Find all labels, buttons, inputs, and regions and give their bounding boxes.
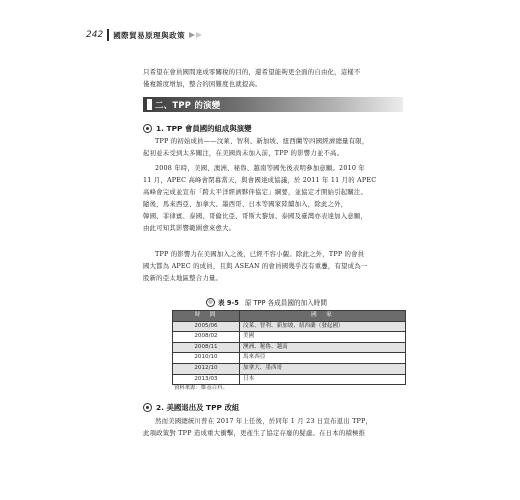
section-title: 二、TPP 的演變 <box>155 99 221 110</box>
subsection-heading <box>143 402 239 413</box>
book-title: 國際貿易原理與政策 <box>113 30 186 40</box>
body-paragraph <box>143 135 401 159</box>
bullet-circle-icon <box>143 403 152 412</box>
page-number: 242 <box>86 30 104 40</box>
cell-date: 2010/10 <box>173 353 240 364</box>
column-header-date: 時 間 <box>173 311 240 322</box>
cell-date: 2013/03 <box>173 374 240 385</box>
cell-date: 2008/02 <box>173 332 240 343</box>
bullet-circle-icon <box>143 124 152 133</box>
section-banner <box>143 97 403 112</box>
paragraph-line: TPP 的初始成員——汶萊、智利、新加坡、紐西蘭等四國經濟總量有限， <box>155 137 369 145</box>
banner-marker <box>147 99 152 110</box>
table-caption-text: 原 TPP 各成員國的加入時間 <box>244 299 327 307</box>
table-label: 表 9-5 <box>218 299 239 307</box>
cell-countries: 加拿大、墨西哥 <box>240 363 406 374</box>
table-row <box>173 353 406 364</box>
cell-countries: 澳洲、秘魯、越南 <box>240 342 406 353</box>
paragraph-line: 由此可知其影響範圍愈來愈大。 <box>143 224 236 232</box>
paragraph-line: 僅複雜度增加，整合的困難度也就提高。 <box>143 80 262 88</box>
table-row <box>173 363 406 374</box>
cell-date: 2005/06 <box>173 321 240 332</box>
triangle-arrow-icon <box>196 32 202 38</box>
paragraph-line: 起初並未受到太多關注，在美國尚未加入前，TPP 的影響力並不高。 <box>143 149 344 157</box>
subsection-heading <box>143 123 252 134</box>
paragraph-line: 此項政策對 TPP 造成重大衝擊，更產生了協定存廢的疑慮。在日本的積極推 <box>143 429 366 437</box>
body-paragraph <box>143 162 401 234</box>
header-divider <box>107 29 109 41</box>
membership-table <box>172 310 406 385</box>
body-paragraph <box>143 415 401 439</box>
subsection-title: 1. TPP 會員國的組成與演變 <box>156 124 252 133</box>
table-row <box>173 332 406 343</box>
column-header-countries: 國 家 <box>240 311 406 322</box>
table-row <box>173 321 406 332</box>
table-badge-icon: ◎ <box>206 298 215 307</box>
paragraph-line: 高峰會完成並宣布「跨太平洋經濟夥伴協定」綱要，並協定才開始引起關注。 <box>143 188 368 196</box>
running-header <box>86 26 203 44</box>
triangle-arrow-icon <box>189 32 195 38</box>
paragraph-line: 只希望在會員國間達成零關稅的目的，還希望能夠更全面的自由化，這樣不 <box>143 68 361 76</box>
cell-countries: 日本 <box>240 374 406 385</box>
table-source: 資料來源：維基百科。 <box>174 385 228 391</box>
table-row <box>173 342 406 353</box>
cell-countries: 美國 <box>240 332 406 343</box>
paragraph-line: 股新的亞太地區整合力量。 <box>143 274 223 282</box>
paragraph-line: TPP 的影響力在美國加入之後，已經不容小覷。除此之外，TPP 的會員 <box>155 250 365 258</box>
table-caption <box>206 297 327 307</box>
cell-date: 2012/10 <box>173 363 240 374</box>
paragraph-line: 國大都為 APEC 的成員，且與 ASEAN 的會員國幾乎沒有重疊，有望成為一 <box>143 262 368 270</box>
paragraph-line: 韓國、菲律賓、泰國、哥倫比亞、哥斯大黎加、泰國及臺灣亦表達加入意願， <box>143 212 368 220</box>
cell-countries: 馬來西亞 <box>240 353 406 364</box>
paragraph-line: 隨後，馬來西亞、加拿大、墨西哥、日本等國家陸續加入，除此之外， <box>143 200 348 208</box>
body-paragraph <box>143 248 401 284</box>
cell-date: 2008/11 <box>173 342 240 353</box>
paragraph-line: 2008 年時，美國、澳洲、秘魯、越南等國先後表明參加意願。2010 年 <box>155 164 365 172</box>
table-header-row <box>173 311 406 322</box>
intro-paragraph <box>143 66 401 90</box>
paragraph-line: 然而美國總統川普在 2017 年上任後，於同年 1 月 23 日宣布退出 TPP， <box>155 417 373 425</box>
cell-countries: 汶萊、智利、新加坡、紐西蘭（發起國） <box>240 321 406 332</box>
subsection-title: 2. 美國退出及 TPP 改組 <box>156 403 240 412</box>
paragraph-line: 11 月，APEC 高峰會閉幕當天，與會國達成協議，於 2011 年 11 月的 APEC <box>143 176 377 184</box>
